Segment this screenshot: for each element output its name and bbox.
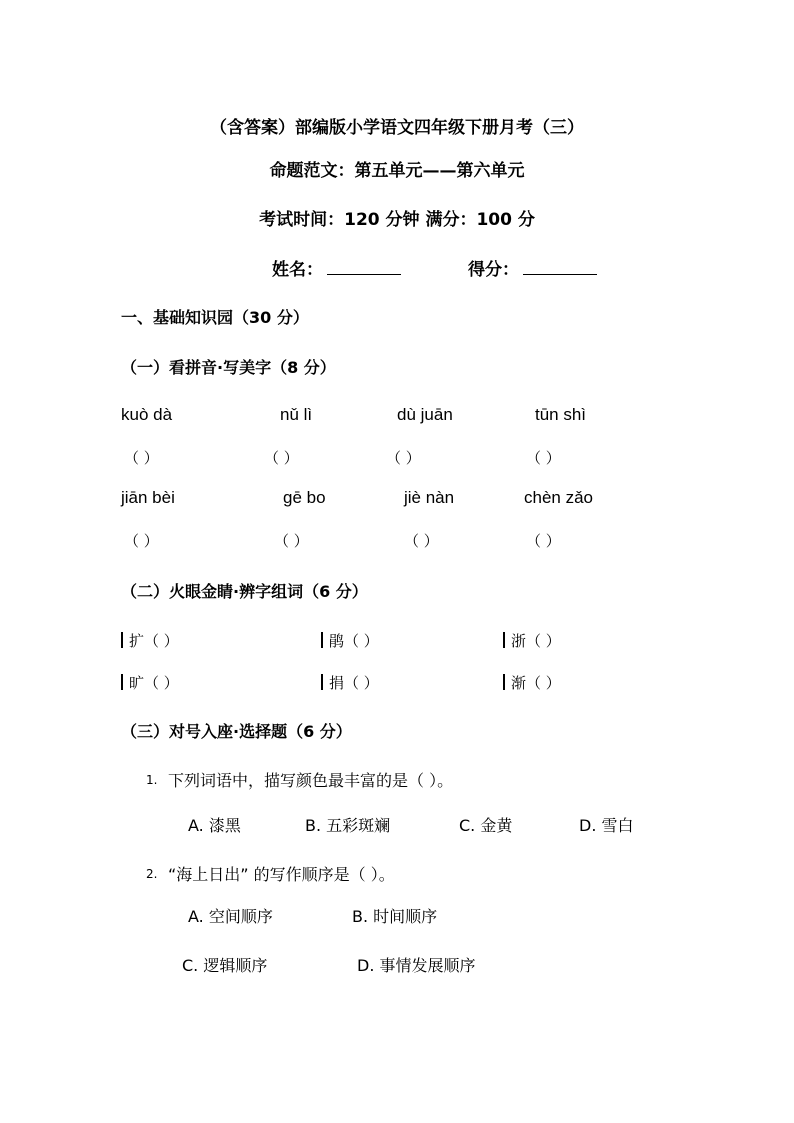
char-compare-item bbox=[321, 672, 379, 693]
pinyin-item: jiè nàn bbox=[404, 488, 455, 507]
bracket-bar bbox=[121, 674, 123, 690]
part-1-title: （一）看拼音·写美字（8 分） bbox=[121, 358, 336, 377]
option-c: C. 金黄 bbox=[459, 816, 513, 835]
answer-blank: （ ） bbox=[526, 449, 561, 467]
answer-blank: （ ） bbox=[386, 449, 421, 467]
char-compare-text: 鹃（ ） bbox=[329, 632, 379, 650]
pinyin-item: tūn shì bbox=[535, 405, 587, 424]
part-3-title: （三）对号入座·选择题（6 分） bbox=[121, 722, 352, 741]
char-compare-text: 扩（ ） bbox=[129, 632, 179, 650]
option-c: C. 逻辑顺序 bbox=[182, 956, 268, 975]
name-field bbox=[272, 255, 401, 280]
name-label: 姓名： bbox=[272, 260, 323, 280]
option-a: A. 空间顺序 bbox=[188, 907, 273, 926]
pinyin-item: jiān bèi bbox=[121, 488, 175, 507]
char-compare-text: 渐（ ） bbox=[511, 674, 561, 692]
exam-title: （含答案）部编版小学语文四年级下册月考（三） bbox=[210, 118, 584, 138]
answer-blank: （ ） bbox=[124, 532, 159, 550]
bracket-bar bbox=[503, 674, 505, 690]
answer-blank: （ ） bbox=[274, 532, 309, 550]
part-2-title: （二）火眼金睛·辨字组词（6 分） bbox=[121, 582, 368, 601]
char-compare-text: 旷（ ） bbox=[129, 674, 179, 692]
answer-blank: （ ） bbox=[124, 449, 159, 467]
char-compare-item bbox=[503, 630, 561, 651]
answer-blank: （ ） bbox=[264, 449, 299, 467]
question-text: “海上日出” 的写作顺序是（ ）。 bbox=[168, 865, 395, 884]
score-label: 得分： bbox=[468, 260, 519, 280]
score-blank bbox=[523, 260, 597, 275]
char-compare-item bbox=[121, 630, 179, 651]
char-compare-text: 浙（ ） bbox=[511, 632, 561, 650]
exam-subtitle: 命题范文：第五单元——第六单元 bbox=[269, 161, 525, 181]
score-field bbox=[468, 255, 597, 280]
char-compare-item bbox=[121, 672, 179, 693]
pinyin-item: dù juān bbox=[397, 405, 453, 424]
option-b: B. 时间顺序 bbox=[352, 907, 438, 926]
pinyin-item: chèn zǎo bbox=[524, 488, 593, 507]
question-number: 2. bbox=[146, 867, 158, 881]
pinyin-item: gē bo bbox=[283, 488, 326, 507]
char-compare-text: 捐（ ） bbox=[329, 674, 379, 692]
option-a: A. 漆黑 bbox=[188, 816, 241, 835]
pinyin-item: nǔ lì bbox=[280, 405, 313, 424]
name-blank bbox=[327, 260, 401, 275]
option-b: B. 五彩斑斓 bbox=[305, 816, 391, 835]
answer-blank: （ ） bbox=[404, 532, 439, 550]
exam-info: 考试时间：120 分钟 满分：100 分 bbox=[259, 210, 535, 230]
question-number: 1. bbox=[146, 773, 158, 787]
option-d: D. 雪白 bbox=[579, 816, 634, 835]
bracket-bar bbox=[503, 632, 505, 648]
pinyin-item: kuò dà bbox=[121, 405, 173, 424]
char-compare-item bbox=[321, 630, 379, 651]
bracket-bar bbox=[321, 632, 323, 648]
char-compare-item bbox=[503, 672, 561, 693]
section-1-title: 一、基础知识园（30 分） bbox=[121, 308, 309, 327]
option-d: D. 事情发展顺序 bbox=[357, 956, 476, 975]
bracket-bar bbox=[121, 632, 123, 648]
bracket-bar bbox=[321, 674, 323, 690]
question-text: 下列词语中，描写颜色最丰富的是（ ）。 bbox=[168, 771, 454, 790]
answer-blank: （ ） bbox=[526, 532, 561, 550]
